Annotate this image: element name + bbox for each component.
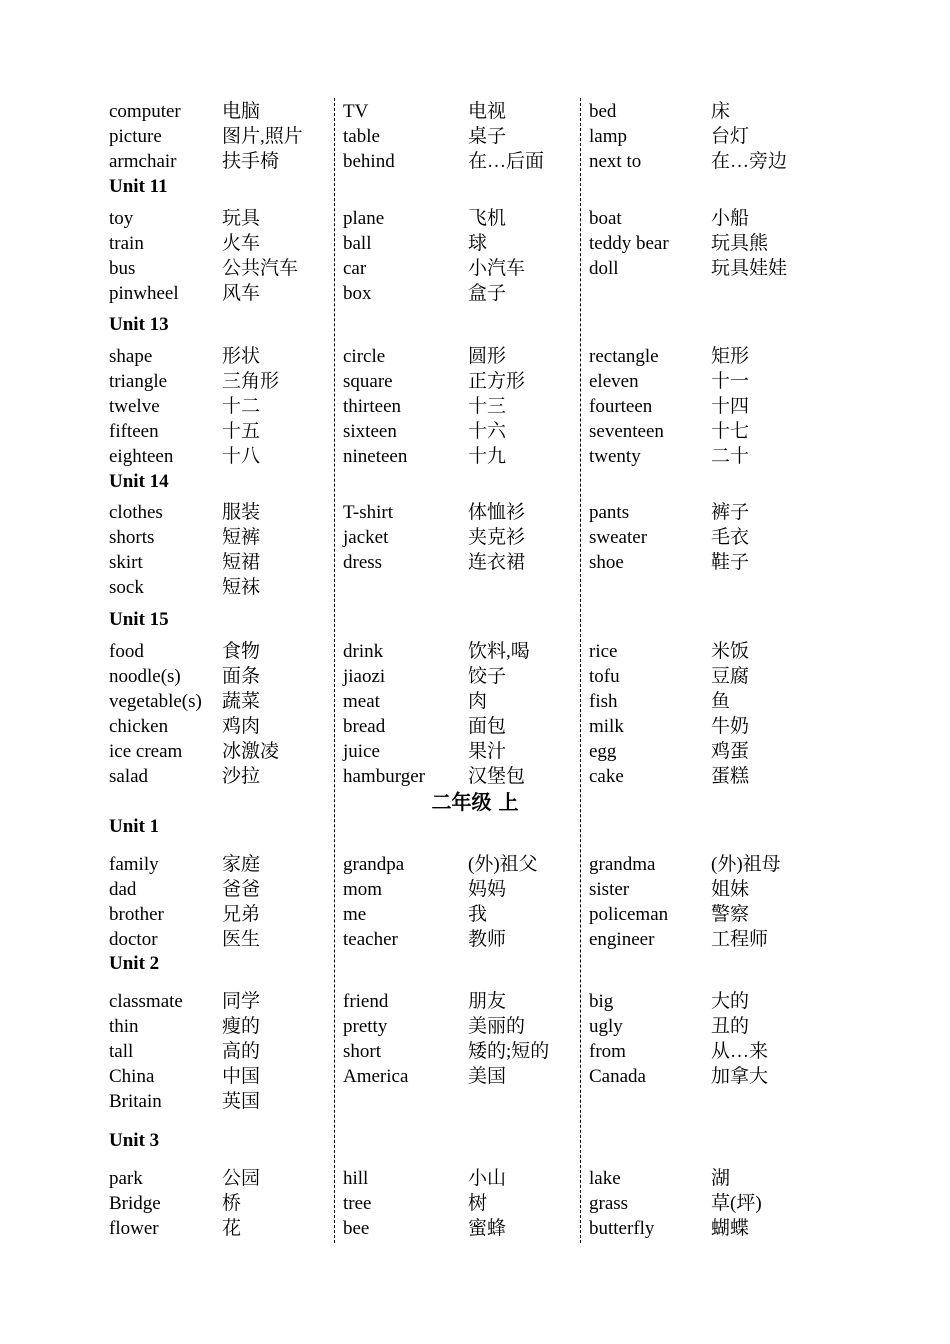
chinese-meaning: 夹克衫 (468, 527, 526, 548)
vocab-row (0, 550, 950, 575)
english-word: shoe (589, 552, 624, 573)
chinese-meaning: 肉 (468, 691, 488, 712)
chinese-meaning: 圆形 (468, 346, 507, 367)
chinese-meaning: 在…后面 (468, 151, 545, 172)
chinese-meaning: 警察 (711, 904, 750, 925)
chinese-meaning: 矩形 (711, 346, 750, 367)
english-word: dress (343, 552, 383, 573)
english-word: thirteen (343, 396, 402, 417)
vocab-row (0, 394, 950, 419)
chinese-meaning: 饺子 (468, 666, 507, 687)
chinese-meaning: 台灯 (711, 126, 750, 147)
chinese-meaning: 沙拉 (222, 766, 261, 787)
chinese-meaning: 十八 (222, 446, 261, 467)
english-word: box (343, 283, 372, 304)
chinese-meaning: 体恤衫 (468, 502, 526, 523)
chinese-meaning: 瘦的 (222, 1016, 261, 1037)
english-word: sister (589, 879, 630, 900)
vocab-row (0, 902, 950, 927)
chinese-meaning: 花 (222, 1218, 242, 1239)
english-word: boat (589, 208, 622, 229)
vocab-row (0, 764, 950, 789)
chinese-meaning: 兄弟 (222, 904, 261, 925)
english-word: bread (343, 716, 386, 737)
chinese-meaning: 汉堡包 (468, 766, 526, 787)
chinese-meaning: 同学 (222, 991, 261, 1012)
chinese-meaning: 火车 (222, 233, 261, 254)
chinese-meaning: 床 (711, 101, 731, 122)
chinese-meaning: 姐妹 (711, 879, 750, 900)
chinese-meaning: 鱼 (711, 691, 731, 712)
vocab-row (0, 231, 950, 256)
vocab-row (0, 124, 950, 149)
english-word: doctor (109, 929, 158, 950)
english-word: brother (109, 904, 164, 925)
english-word: engineer (589, 929, 655, 950)
english-word: vegetable(s) (109, 691, 202, 712)
english-word: tofu (589, 666, 620, 687)
english-word: teddy bear (589, 233, 669, 254)
chinese-meaning: 冰激凌 (222, 741, 280, 762)
english-word: butterfly (589, 1218, 655, 1239)
chinese-meaning: 英国 (222, 1091, 261, 1112)
vocab-row (0, 1064, 950, 1089)
chinese-meaning: 扶手椅 (222, 151, 280, 172)
chinese-meaning: 连衣裙 (468, 552, 526, 573)
english-word: bee (343, 1218, 370, 1239)
chinese-meaning: 在…旁边 (711, 151, 788, 172)
english-word: sixteen (343, 421, 397, 442)
chinese-meaning: 飞机 (468, 208, 507, 229)
chinese-meaning: 矮的;短的 (468, 1041, 550, 1062)
unit-heading: Unit 11 (109, 176, 168, 197)
vocab-row (0, 1089, 950, 1114)
chinese-meaning: 草(坪) (711, 1193, 762, 1214)
unit-heading: Unit 2 (109, 953, 160, 974)
english-word: TV (343, 101, 369, 122)
vocab-row (0, 639, 950, 664)
chinese-meaning: 湖 (711, 1168, 731, 1189)
vocab-row (0, 344, 950, 369)
chinese-meaning: 十四 (711, 396, 750, 417)
unit-heading: Unit 13 (109, 314, 169, 335)
english-word: from (589, 1041, 626, 1062)
vocab-row (0, 149, 950, 174)
english-word: T-shirt (343, 502, 393, 523)
english-word: cake (589, 766, 624, 787)
english-word: sweater (589, 527, 648, 548)
unit-heading: Unit 14 (109, 471, 169, 492)
vocab-row (0, 877, 950, 902)
chinese-meaning: 高的 (222, 1041, 261, 1062)
english-word: me (343, 904, 367, 925)
grade-title: 二年级 上 (431, 790, 519, 814)
unit-heading: Unit 3 (109, 1130, 160, 1151)
english-word: Britain (109, 1091, 162, 1112)
chinese-meaning: 医生 (222, 929, 261, 950)
english-word: flower (109, 1218, 159, 1239)
english-word: thin (109, 1016, 139, 1037)
chinese-meaning: 蛋糕 (711, 766, 750, 787)
english-word: jiaozi (343, 666, 386, 687)
english-word: ball (343, 233, 372, 254)
english-word: pinwheel (109, 283, 179, 304)
chinese-meaning: 美丽的 (468, 1016, 526, 1037)
chinese-meaning: 美国 (468, 1066, 507, 1087)
english-word: nineteen (343, 446, 408, 467)
chinese-meaning: 树 (468, 1193, 488, 1214)
english-word: Canada (589, 1066, 646, 1087)
english-word: rectangle (589, 346, 659, 367)
english-word: computer (109, 101, 181, 122)
english-word: lake (589, 1168, 621, 1189)
english-word: tree (343, 1193, 372, 1214)
english-word: China (109, 1066, 155, 1087)
chinese-meaning: 小山 (468, 1168, 507, 1189)
chinese-meaning: 牛奶 (711, 716, 750, 737)
chinese-meaning: 朋友 (468, 991, 507, 1012)
english-word: bed (589, 101, 617, 122)
english-word: armchair (109, 151, 177, 172)
chinese-meaning: 二十 (711, 446, 750, 467)
english-word: chicken (109, 716, 169, 737)
unit-heading: Unit 1 (109, 816, 160, 837)
english-word: ugly (589, 1016, 623, 1037)
vocab-row (0, 525, 950, 550)
english-word: toy (109, 208, 134, 229)
vocab-row (0, 256, 950, 281)
english-word: mom (343, 879, 383, 900)
vocab-row (0, 206, 950, 231)
vocab-row (0, 1014, 950, 1039)
chinese-meaning: 鸡蛋 (711, 741, 750, 762)
english-word: hamburger (343, 766, 425, 787)
chinese-meaning: 从…来 (711, 1041, 769, 1062)
english-word: car (343, 258, 367, 279)
english-word: picture (109, 126, 162, 147)
english-word: jacket (343, 527, 389, 548)
english-word: clothes (109, 502, 163, 523)
chinese-meaning: 鸡肉 (222, 716, 261, 737)
chinese-meaning: 十五 (222, 421, 261, 442)
english-word: family (109, 854, 159, 875)
vocab-row (0, 444, 950, 469)
english-word: fifteen (109, 421, 159, 442)
english-word: meat (343, 691, 380, 712)
chinese-meaning: 十三 (468, 396, 507, 417)
english-word: noodle(s) (109, 666, 181, 687)
english-word: twelve (109, 396, 160, 417)
chinese-meaning: 小船 (711, 208, 750, 229)
english-word: hill (343, 1168, 369, 1189)
english-word: behind (343, 151, 395, 172)
english-word: rice (589, 641, 618, 662)
vocab-row (0, 575, 950, 600)
english-word: egg (589, 741, 617, 762)
chinese-meaning: 短裙 (222, 552, 261, 573)
chinese-meaning: 桥 (222, 1193, 242, 1214)
chinese-meaning: 电视 (468, 101, 507, 122)
chinese-meaning: 大的 (711, 991, 750, 1012)
english-word: eighteen (109, 446, 174, 467)
chinese-meaning: (外)祖父 (468, 854, 538, 875)
vocab-row (0, 369, 950, 394)
vocab-row (0, 1191, 950, 1216)
english-word: teacher (343, 929, 398, 950)
chinese-meaning: 十九 (468, 446, 507, 467)
english-word: skirt (109, 552, 143, 573)
english-word: grandma (589, 854, 656, 875)
chinese-meaning: 米饭 (711, 641, 750, 662)
chinese-meaning: 工程师 (711, 929, 769, 950)
chinese-meaning: 图片,照片 (222, 126, 303, 147)
english-word: America (343, 1066, 409, 1087)
english-word: bus (109, 258, 136, 279)
vocab-row (0, 689, 950, 714)
english-word: seventeen (589, 421, 664, 442)
chinese-meaning: 十六 (468, 421, 507, 442)
vocab-row (0, 927, 950, 952)
chinese-meaning: 风车 (222, 283, 261, 304)
chinese-meaning: 丑的 (711, 1016, 750, 1037)
chinese-meaning: 桌子 (468, 126, 507, 147)
english-word: table (343, 126, 380, 147)
chinese-meaning: 盒子 (468, 283, 507, 304)
chinese-meaning: 玩具熊 (711, 233, 769, 254)
english-word: ice cream (109, 741, 183, 762)
english-word: classmate (109, 991, 183, 1012)
chinese-meaning: 十二 (222, 396, 261, 417)
english-word: square (343, 371, 393, 392)
english-word: twenty (589, 446, 641, 467)
chinese-meaning: 爸爸 (222, 879, 261, 900)
english-word: salad (109, 766, 149, 787)
english-word: policeman (589, 904, 669, 925)
english-word: juice (343, 741, 380, 762)
chinese-meaning: 三角形 (222, 371, 280, 392)
chinese-meaning: 小汽车 (468, 258, 526, 279)
chinese-meaning: 正方形 (468, 371, 526, 392)
english-word: milk (589, 716, 624, 737)
unit-heading: Unit 15 (109, 609, 169, 630)
chinese-meaning: 我 (468, 904, 488, 925)
english-word: pants (589, 502, 630, 523)
chinese-meaning: 玩具 (222, 208, 261, 229)
chinese-meaning: 食物 (222, 641, 261, 662)
vocab-row (0, 99, 950, 124)
chinese-meaning: 毛衣 (711, 527, 750, 548)
english-word: park (109, 1168, 143, 1189)
chinese-meaning: 蔬菜 (222, 691, 261, 712)
chinese-meaning: 面包 (468, 716, 507, 737)
english-word: big (589, 991, 614, 1012)
chinese-meaning: 蝴蝶 (711, 1218, 750, 1239)
english-word: drink (343, 641, 384, 662)
english-word: friend (343, 991, 389, 1012)
english-word: grandpa (343, 854, 405, 875)
vocab-row (0, 664, 950, 689)
english-word: food (109, 641, 144, 662)
chinese-meaning: 豆腐 (711, 666, 750, 687)
english-word: triangle (109, 371, 168, 392)
chinese-meaning: 加拿大 (711, 1066, 769, 1087)
chinese-meaning: 形状 (222, 346, 261, 367)
chinese-meaning: 饮料,喝 (468, 641, 530, 662)
english-word: shorts (109, 527, 155, 548)
chinese-meaning: 教师 (468, 929, 507, 950)
english-word: fourteen (589, 396, 653, 417)
english-word: shape (109, 346, 153, 367)
english-word: sock (109, 577, 144, 598)
vocab-row (0, 1216, 950, 1241)
vocab-row (0, 989, 950, 1014)
english-word: train (109, 233, 144, 254)
vocab-row (0, 1166, 950, 1191)
english-word: circle (343, 346, 386, 367)
chinese-meaning: 果汁 (468, 741, 507, 762)
vocab-row (0, 419, 950, 444)
vocab-row (0, 1039, 950, 1064)
english-word: next to (589, 151, 642, 172)
chinese-meaning: 公共汽车 (222, 258, 299, 279)
english-word: pretty (343, 1016, 388, 1037)
vocab-row (0, 500, 950, 525)
vocab-row (0, 739, 950, 764)
english-word: tall (109, 1041, 134, 1062)
chinese-meaning: 家庭 (222, 854, 261, 875)
chinese-meaning: 蜜蜂 (468, 1218, 507, 1239)
chinese-meaning: 十一 (711, 371, 750, 392)
chinese-meaning: 鞋子 (711, 552, 750, 573)
vocab-row (0, 714, 950, 739)
chinese-meaning: 裤子 (711, 502, 750, 523)
english-word: dad (109, 879, 137, 900)
english-word: plane (343, 208, 385, 229)
chinese-meaning: 球 (468, 233, 488, 254)
chinese-meaning: 公园 (222, 1168, 261, 1189)
chinese-meaning: 短袜 (222, 577, 261, 598)
chinese-meaning: 妈妈 (468, 879, 507, 900)
chinese-meaning: 玩具娃娃 (711, 258, 788, 279)
english-word: Bridge (109, 1193, 161, 1214)
chinese-meaning: 面条 (222, 666, 261, 687)
chinese-meaning: 电脑 (222, 101, 261, 122)
chinese-meaning: 服装 (222, 502, 261, 523)
chinese-meaning: 短裤 (222, 527, 261, 548)
chinese-meaning: (外)祖母 (711, 854, 781, 875)
english-word: short (343, 1041, 381, 1062)
vocab-row (0, 852, 950, 877)
english-word: eleven (589, 371, 639, 392)
chinese-meaning: 中国 (222, 1066, 261, 1087)
english-word: fish (589, 691, 618, 712)
english-word: lamp (589, 126, 627, 147)
vocab-row (0, 281, 950, 306)
english-word: doll (589, 258, 619, 279)
english-word: grass (589, 1193, 629, 1214)
chinese-meaning: 十七 (711, 421, 750, 442)
